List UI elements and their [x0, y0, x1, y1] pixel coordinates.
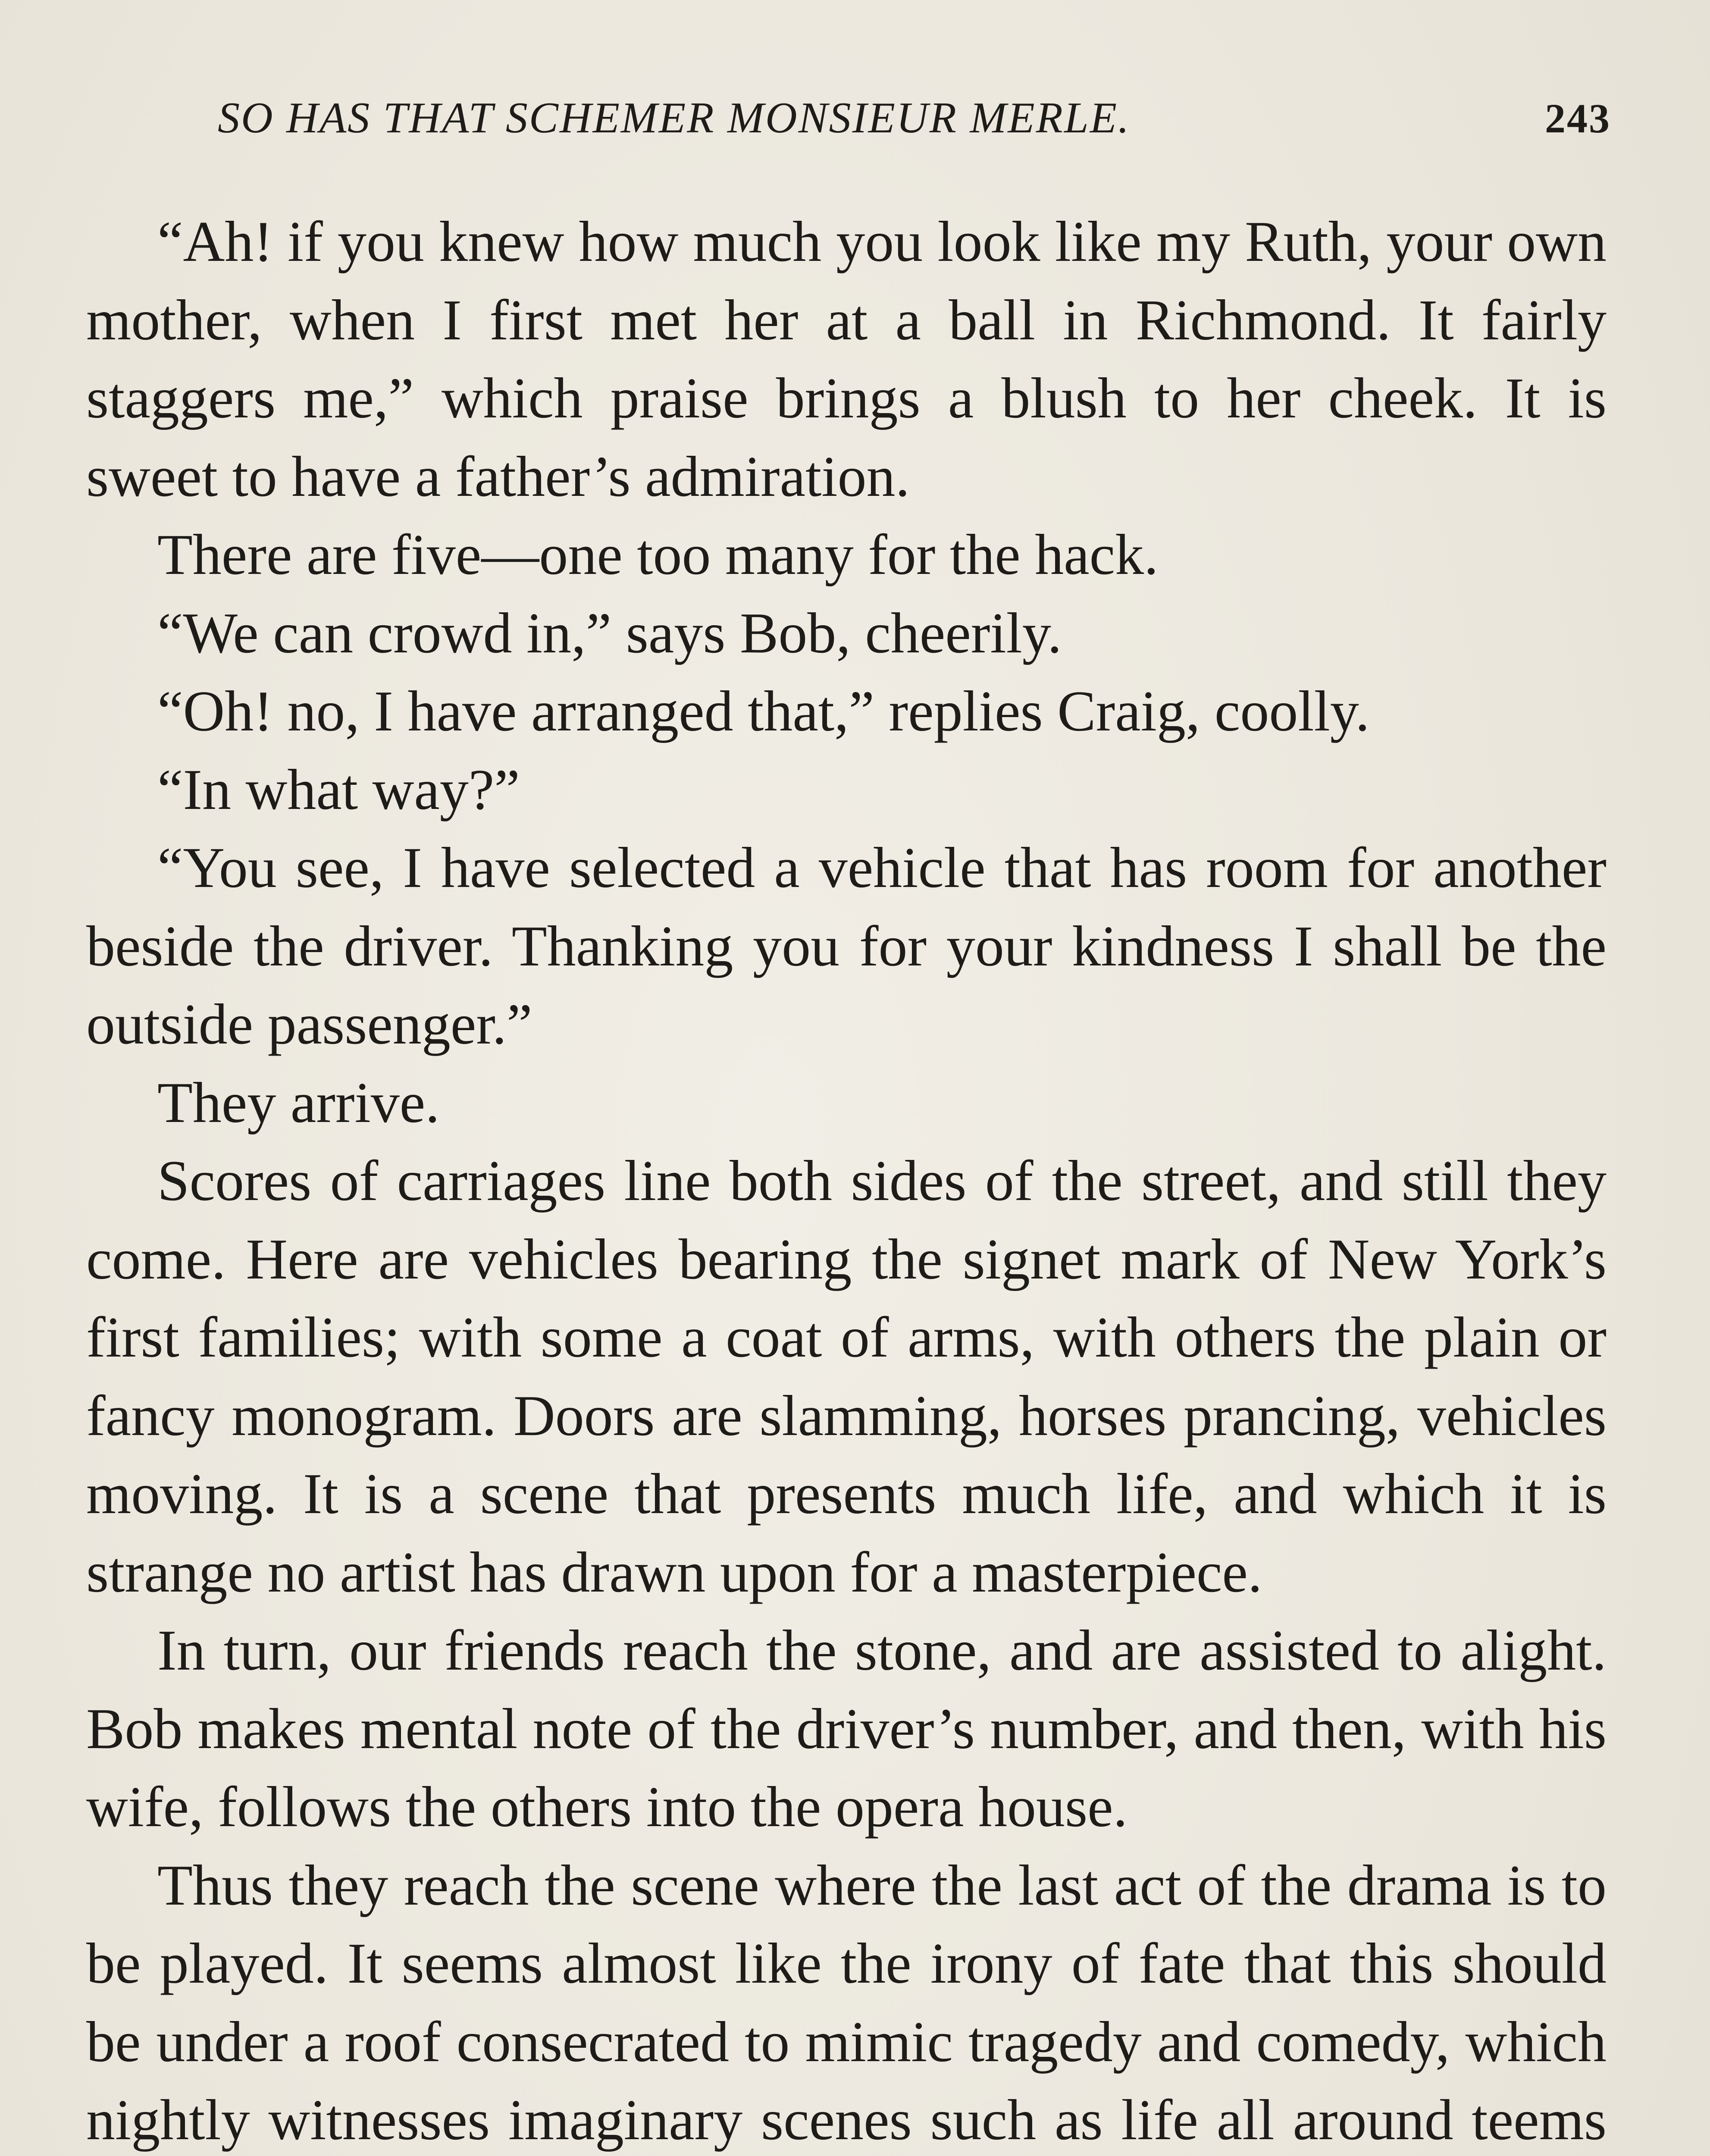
- paragraph: They arrive.: [157, 1070, 440, 1134]
- paragraph: Thus they reach the scene where the last act of the drama is to be played. It seems almost like the irony of fate that this should be under a roof consecrated to mimic tragedy and comedy, which nightly witnesses imaginary scenes such as life all around teems: [86, 1853, 1607, 2152]
- running-head: [218, 93, 1611, 153]
- paragraph: There are five—one too many for the hack.: [157, 523, 1159, 586]
- paragraph: Scores of carriages line both sides of the street, and still they come. Here are vehicles bearing the signet mark of New York’s first families; with some a coat of arms, with others the plain or fancy monogram. Doors are slamming, horses prancing, vehicles moving. It is a scene that presents much life, and which it is strange no artist has drawn upon for a masterpiece.: [86, 1149, 1607, 1604]
- paragraph: In turn, our friends reach the stone, and are assisted to alight. Bob makes mental note of the driver’s number, and then, with his wife, follows the others into the opera house.: [86, 1618, 1607, 1839]
- body-text: [86, 203, 1607, 2156]
- paragraph: “Ah! if you knew how much you look like my Ruth, your own mother, when I first met her at a ball in Richmond. It fairly staggers me,” which praise brings a blush to her cheek. It is sweet to have a father’s admiration.: [86, 210, 1607, 508]
- paragraph: “We can crowd in,” says Bob, cheerily.: [157, 601, 1062, 665]
- page-number: 243: [1545, 95, 1611, 141]
- paragraph: “You see, I have selected a vehicle that has room for another beside the driver. Thanking you for your kindness I shall be the outside passenger.”: [86, 836, 1607, 1056]
- running-head-title: SO HAS THAT SCHEMER MONSIEUR MERLE.: [218, 94, 1131, 142]
- paragraph: “In what way?”: [157, 757, 520, 821]
- paragraph: “Oh! no, I have arranged that,” replies Craig, coolly.: [157, 679, 1370, 743]
